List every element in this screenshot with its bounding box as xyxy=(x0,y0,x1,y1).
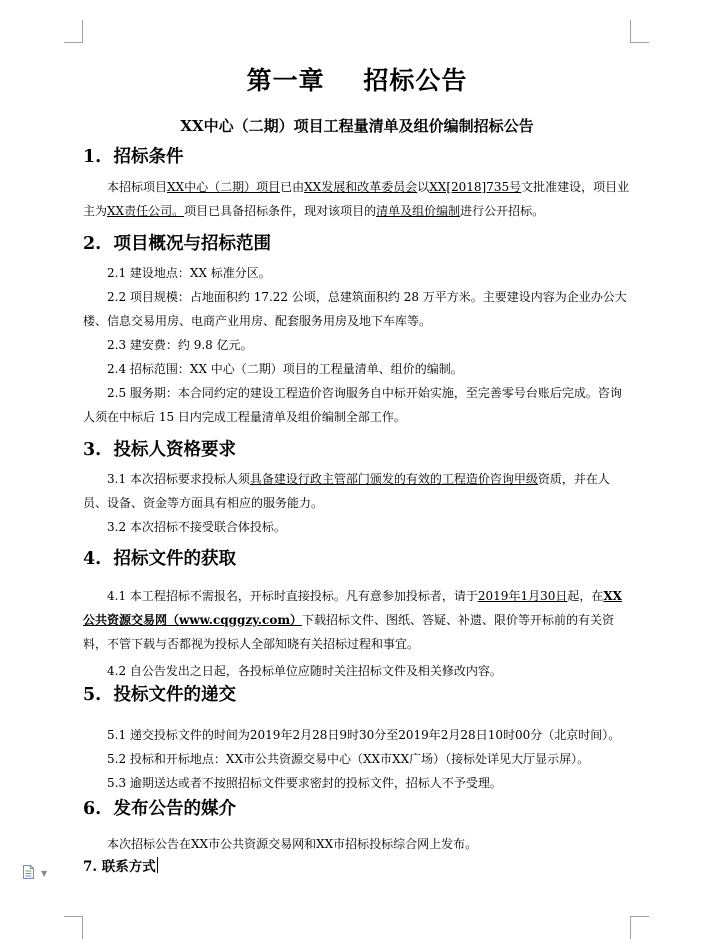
section-2-heading: 2. 项目概况与招标范围 xyxy=(83,234,271,254)
section-6-heading: 6. 发布公告的媒介 xyxy=(83,799,236,819)
section-2-item-3: 2.3 建安费：约 9.8 亿元。 xyxy=(107,338,253,352)
section-3-item-1: 3.1 本次招标要求投标人须具备建设行政主管部门颁发的有效的工程造价咨询甲级资质，并在人员、设备、资金等方面具有相应的服务能力。 xyxy=(83,472,610,510)
document-page[interactable] xyxy=(83,50,631,878)
website-link[interactable]: XX公共资源交易网（www.cqggzy.com） xyxy=(83,589,622,627)
document-icon[interactable] xyxy=(23,865,34,879)
section-2-item-4: 2.4 招标范围：XX 中心（二期）项目的工程量清单、组价的编制。 xyxy=(107,362,463,376)
crop-mark-bottom-right xyxy=(630,916,649,939)
document-title: XX中心（二期）项目工程量清单及组价编制招标公告 xyxy=(180,117,534,135)
section-1-paragraph: 本招标项目XX中心（二期）项目已由XX发展和改革委员会以XX[2018]735号文批准建设，项目业主为XX责任公司。项目已具备招标条件，现对该项目的清单及组价编制进行公开招标。 xyxy=(83,180,630,218)
section-5-item-1: 5.1 递交投标文件的时间为2019年2月28日9时30分至2019年2月28日10时00分（北京时间）。 xyxy=(107,728,621,742)
section-5-item-3: 5.3 逾期送达或者不按照招标文件要求密封的投标文件，招标人不予受理。 xyxy=(107,776,502,790)
section-2-item-2: 2.2 项目规模：占地面积约 17.22 公顷，总建筑面积约 28 万平方米。主要建设内容为企业办公大楼、信息交易用房、电商产业用房、配套服务用房及地下车库等。 xyxy=(83,290,627,328)
section-4-heading: 4. 招标文件的获取 xyxy=(83,549,236,569)
section-3-heading: 3. 投标人资格要求 xyxy=(83,440,236,460)
text-cursor xyxy=(157,857,158,873)
section-4-item-2: 4.2 自公告发出之日起，各投标单位应随时关注招标文件及相关修改内容。 xyxy=(107,664,502,678)
chevron-down-icon[interactable]: ▼ xyxy=(41,869,48,878)
crop-mark-bottom-left xyxy=(64,916,83,939)
section-2-item-5: 2.5 服务期：本合同约定的建设工程造价咨询服务自中标开始实施，至完善零号台账后完成。咨询人须在中标后 15 日内完成工程量清单及组价编制全部工作。 xyxy=(83,386,622,424)
section-4-item-1: 4.1 本工程招标不需报名，开标时直接投标。凡有意参加投标者，请于2019年1月30日起，在XX公共资源交易网（www.cqggzy.com）下载招标文件、图纸、答疑、补遗、限价等开标前的有关资料，不管下载与否都视为投标人全部知晓有关招标过程和事宜。 xyxy=(83,589,622,651)
chapter-title: 第一章 招标公告 xyxy=(246,66,468,95)
section-5-item-2: 5.2 投标和开标地点：XX市公共资源交易中心（XX市XX广场）（接标处详见大厅显示屏）。 xyxy=(107,752,590,766)
section-3-item-2: 3.2 本次招标不接受联合体投标。 xyxy=(107,520,286,534)
section-5-heading: 5. 投标文件的递交 xyxy=(83,685,236,705)
section-7-heading[interactable]: 7. 联系方式 xyxy=(83,859,156,875)
crop-mark-top-left xyxy=(64,20,83,43)
section-6-paragraph: 本次招标公告在XX市公共资源交易网和XX市招标投标综合网上发布。 xyxy=(107,837,478,851)
section-1-heading: 1. 招标条件 xyxy=(83,147,184,167)
crop-mark-top-right xyxy=(630,20,649,43)
section-2-item-1: 2.1 建设地点：XX 标准分区。 xyxy=(107,266,271,280)
